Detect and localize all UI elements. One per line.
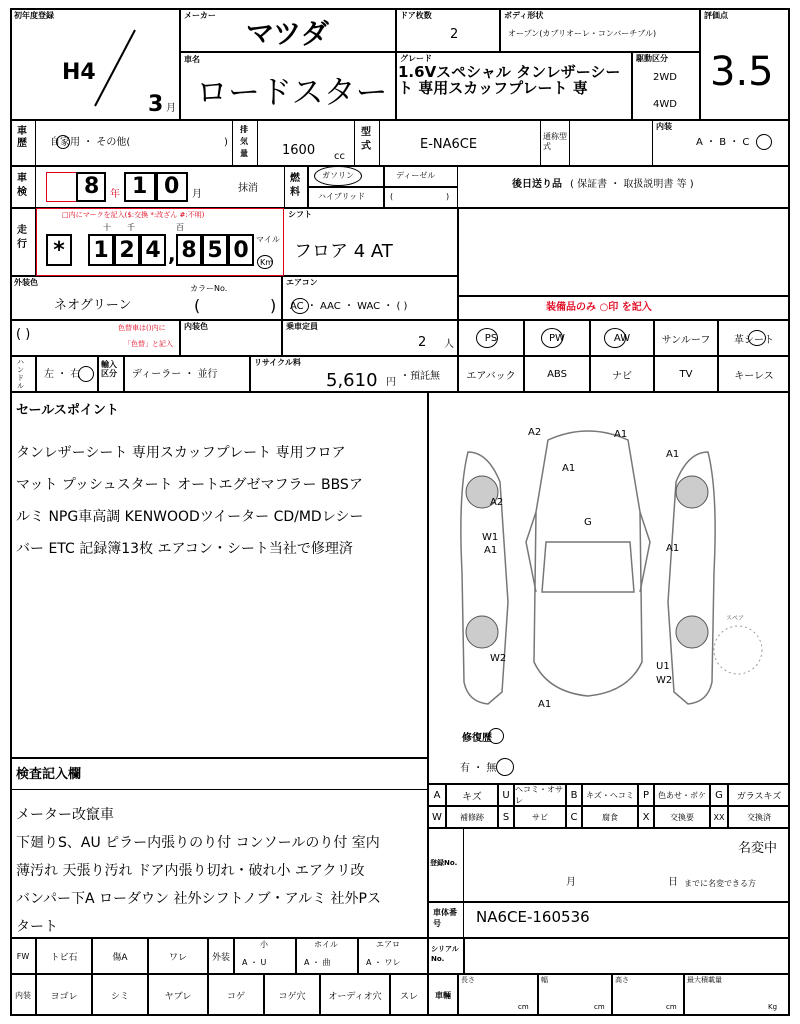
mileage-digit: 0 (228, 234, 254, 266)
damage-mark: A1 (666, 449, 680, 460)
drive-4wd: 4WD (653, 99, 677, 110)
damage-mark: A1 (666, 543, 680, 554)
bottom-aero-value: A ・ ワレ (366, 958, 401, 967)
check-line: 薄汚れ 天張り汚れ ドア内張り切れ・破れ小 エアクリ改 (16, 863, 365, 879)
recycle-deposit: ・預託無 (400, 371, 440, 382)
docs-area (458, 208, 790, 296)
insp-label: 車検 (17, 173, 27, 198)
pos-ju: 十 (103, 223, 111, 232)
size-load-label: 最大積載量 (687, 976, 722, 984)
model-type: E-NA6CE (420, 137, 478, 152)
damage-mark: A1 (562, 463, 576, 474)
legend-code: XX (710, 806, 728, 828)
legend-code: U (498, 784, 514, 806)
common-label: 通称型式 (543, 132, 567, 151)
name-change-flag: 名変中 (738, 841, 778, 856)
equip-circle-leather (748, 330, 766, 346)
name-change-month: 月 (566, 877, 576, 888)
size-length-label: 長さ (461, 976, 475, 984)
slash-mark (90, 28, 140, 108)
insp-month-2: 0 (164, 174, 180, 199)
doors-label: ドア枚数 (400, 11, 432, 20)
legend-code: P (638, 784, 654, 806)
history-circle (56, 135, 70, 149)
bottom-cell: コゲ穴 (264, 974, 320, 1016)
maker-label: メーカー (184, 11, 216, 20)
fuel-label: 燃料 (290, 173, 300, 198)
size-label: 車輛 (428, 974, 458, 1016)
repair-label-circle (488, 728, 504, 744)
fuel-gas: ガソリン (322, 171, 354, 180)
bottom-cell: ヨゴレ (36, 974, 92, 1016)
fuel-hybrid: ハイブリッド (318, 192, 366, 201)
color-change-note1: 色替車は()内に (118, 324, 166, 332)
chassis-label: 車体番号 (433, 908, 457, 928)
size-load-unit: Kg (768, 1003, 778, 1011)
bottom-wheel-label: ホイル (314, 940, 338, 949)
legend-desc: 色あせ・ボケ (654, 784, 710, 806)
equip-item: AW (590, 320, 654, 356)
bottom-cell: オーディオ穴 (320, 974, 390, 1016)
recycle-unit: 円 (386, 377, 396, 388)
recycle-value: 5,610 (326, 370, 378, 391)
bottom-cell: 外装 (208, 938, 234, 974)
equip-item: PW (524, 320, 590, 356)
pos-sen: 千 (127, 223, 135, 232)
month-unit: 月 (166, 103, 176, 114)
color-box (10, 276, 282, 320)
bottom-cell: スレ (390, 974, 428, 1016)
check-line: メーター改竄車 (16, 807, 114, 823)
interior-label: 内装 (656, 122, 672, 131)
repair-value: 有 ・ 無 (460, 763, 497, 774)
interior-grades: A ・ B ・ C (696, 137, 750, 148)
equip-header: 装備品のみ ○印 を記入 (546, 302, 652, 313)
legend-desc: 交換済 (728, 806, 790, 828)
equip-item: PS (458, 320, 524, 356)
shift-label: シフト (288, 210, 312, 219)
equip-circle-aw (604, 328, 626, 348)
equip-item: ナビ (590, 356, 654, 392)
bottom-aero-label: エアロ (376, 940, 400, 949)
history-label: 車歴 (17, 126, 27, 149)
fuel-circle (314, 166, 362, 186)
sales-line: マット プッシュスタート オートエグゼマフラー BBSア (16, 477, 363, 493)
legend-desc: ヘコミ・オサレ (514, 784, 566, 806)
equip-item: サンルーフ (654, 320, 718, 356)
docs-label: 後日送り品 (512, 179, 562, 190)
legend-code: W (428, 806, 446, 828)
bottom-cell: 内装 (10, 974, 36, 1016)
name-change-box (428, 828, 790, 902)
sales-line: バー ETC 記録簿13枚 エアコン・シート当社で修理済 (16, 541, 353, 557)
damage-mark: A1 (484, 545, 498, 556)
disp-label: 排気量 (240, 125, 248, 158)
legend-desc: 交換要 (654, 806, 710, 828)
mileage-digit: 4 (140, 234, 166, 266)
car-name-value: ロードスター (196, 73, 388, 111)
damage-mark: W2 (490, 653, 507, 664)
capacity-value: 2 (418, 335, 427, 350)
aircon-label: エアコン (286, 278, 318, 287)
bottom-cell: シミ (92, 974, 148, 1016)
color-label: 外装色 (14, 278, 38, 287)
sales-title: セールスポイント (16, 403, 119, 418)
fuel-other: ( (390, 192, 394, 201)
grade-label: グレード (400, 54, 432, 63)
legend-code: B (566, 784, 582, 806)
fuel-other-close: ) (446, 192, 450, 201)
damage-mark: U1 (656, 661, 670, 672)
spare-label: スペア (726, 615, 745, 622)
sales-line: タンレザーシート 専用スカッフプレート 専用フロア (16, 445, 346, 461)
equip-circle-pw (541, 328, 563, 348)
aircon-circle (291, 298, 309, 314)
insp-month-unit: 月 (192, 189, 202, 200)
handle-circle (78, 366, 94, 382)
color-no-close: ) (270, 296, 277, 315)
body-value: オープン(カブリオーレ・コンバーチブル) (508, 29, 657, 38)
legend-desc: キズ・ヘコミ (582, 784, 638, 806)
mileage-unit: マイル (256, 235, 280, 244)
damage-mark: A2 (490, 497, 504, 508)
insp-erase: 抹消 (238, 183, 258, 194)
mileage-digit: 1 (88, 234, 114, 266)
aircon-value: AC ・ AAC ・ WAC ・ ( ) (290, 301, 408, 312)
color-change-note2: 「色替」と記入 (124, 340, 173, 348)
import-label: 輸入区分 (101, 360, 117, 378)
score-label: 評価点 (704, 11, 728, 20)
handle-value: 左 ・ 右 (44, 369, 81, 380)
size-height-label: 高さ (615, 976, 629, 984)
bottom-small-label: 小 (260, 940, 268, 949)
mileage-digit: 2 (114, 234, 140, 266)
mileage-comma: , (168, 242, 176, 266)
color-no-label: カラーNo. (190, 284, 228, 293)
equip-circle-ps (476, 328, 498, 348)
check-line: バンパー下A ローダウン 社外シフトノブ・アルミ 社外Pス (16, 891, 381, 907)
repair-label: 修復歴 (462, 733, 492, 744)
damage-mark: A1 (538, 699, 552, 710)
docs-value: ( 保証書 ・ 取扱説明書 等 ) (570, 179, 694, 190)
inner-color-label: 内装色 (184, 322, 208, 331)
score-value: 3.5 (710, 49, 774, 95)
size-width-label: 幅 (541, 976, 548, 984)
sales-line: ルミ NPG車高調 KENWOODツイーター CD/MDレシー (16, 509, 364, 525)
equip-item: 革シート (718, 320, 790, 356)
bottom-cell: ワレ (148, 938, 208, 974)
check-line: タート (16, 919, 58, 935)
disp-unit: cc (334, 151, 345, 162)
bottom-cell: ヤブレ (148, 974, 208, 1016)
damage-mark: A1 (614, 429, 628, 440)
interior-circle (756, 134, 772, 150)
disp-value: 1600 (282, 143, 316, 158)
mileage-km: Km (260, 258, 274, 267)
damage-mark: W2 (656, 675, 673, 686)
insp-year: 8 (84, 174, 100, 199)
legend-code: A (428, 784, 446, 806)
car-name-label: 車名 (184, 55, 200, 64)
legend-code: S (498, 806, 514, 828)
history-close: ) (224, 137, 228, 148)
check-title: 検査記入欄 (16, 767, 82, 782)
repair-circle (496, 758, 514, 776)
first-reg-month: 3 (148, 92, 164, 117)
km-circle (257, 255, 273, 269)
bottom-cell: トビ石 (36, 938, 92, 974)
body-label: ボディ形状 (504, 11, 544, 20)
size-height-unit: cm (666, 1003, 677, 1011)
pos-hyaku: 百 (176, 223, 184, 232)
color-no-open: ( (194, 296, 201, 315)
doors-value: 2 (450, 27, 459, 42)
size-length-unit: cm (518, 1003, 529, 1011)
serial-label: シリアルNo. (431, 945, 459, 963)
mileage-digit: 5 (202, 234, 228, 266)
check-line: 下廻りS、AU ピラー内張りのり付 コンソールのり付 室内 (16, 835, 380, 851)
legend-code: C (566, 806, 582, 828)
color-value: ネオグリーン (54, 298, 132, 313)
color-change-paren: ( ) (16, 327, 31, 342)
type-label: 型式 (361, 127, 371, 152)
legend-code: G (710, 784, 728, 806)
name-change-day: 日 (668, 877, 678, 888)
size-width-unit: cm (594, 1003, 605, 1011)
legend-desc: キズ (446, 784, 498, 806)
first-reg-era: H4 (62, 60, 96, 85)
fuel-diesel: ディーゼル (396, 171, 436, 180)
grade-value: 1.6Vスペシャル タンレザーシート 専用スカッフプレート 専 (398, 64, 621, 97)
insp-year-unit: 年 (110, 189, 120, 200)
equip-item: ABS (524, 356, 590, 392)
mileage-digit: 8 (176, 234, 202, 266)
capacity-label: 乗車定員 (286, 322, 318, 331)
damage-mark: G (584, 517, 592, 528)
first-reg-label: 初年度登録 (14, 11, 54, 20)
chassis-value: NA6CE-160536 (476, 908, 590, 926)
bottom-cell: FW (10, 938, 36, 974)
legend-desc: サビ (514, 806, 566, 828)
mileage-note: □内にマークを記入($:交換 *:改ざん #:不明) (62, 211, 205, 219)
equip-item: キーレス (718, 356, 790, 392)
handle-label: ハンドル (17, 358, 24, 390)
bottom-cell: 傷A (92, 938, 148, 974)
equip-item: エアバック (458, 356, 524, 392)
legend-desc: 補修跡 (446, 806, 498, 828)
insp-month-1: 1 (132, 174, 148, 199)
equip-item: TV (654, 356, 718, 392)
recycle-label: リサイクル料 (254, 358, 301, 367)
legend-desc: ガラスキズ (728, 784, 790, 806)
mileage-digit: * (46, 234, 72, 266)
bottom-cell: コゲ (208, 974, 264, 1016)
damage-mark: W1 (482, 532, 499, 543)
maker-value: マツダ (246, 17, 329, 50)
name-change-note: までに名変できる方 (684, 879, 756, 888)
history-value: 自家用 ・ その他( (50, 137, 131, 148)
capacity-unit: 人 (444, 339, 454, 350)
damage-mark: A2 (528, 427, 542, 438)
legend-desc: 腐食 (582, 806, 638, 828)
bottom-small-value: A ・ U (242, 958, 267, 967)
legend-code: X (638, 806, 654, 828)
car-diagram (428, 392, 790, 784)
mileage-label: 走行 (17, 225, 27, 250)
reg-no-label: 登録No. (430, 859, 458, 867)
bottom-wheel-value: A ・ 曲 (304, 958, 331, 967)
serial-value-cell (464, 938, 790, 974)
drive-2wd: 2WD (653, 72, 677, 83)
drive-label: 駆動区分 (636, 54, 668, 63)
import-value: ディーラー ・ 並行 (132, 369, 218, 380)
shift-value: フロア 4 AT (294, 241, 393, 262)
